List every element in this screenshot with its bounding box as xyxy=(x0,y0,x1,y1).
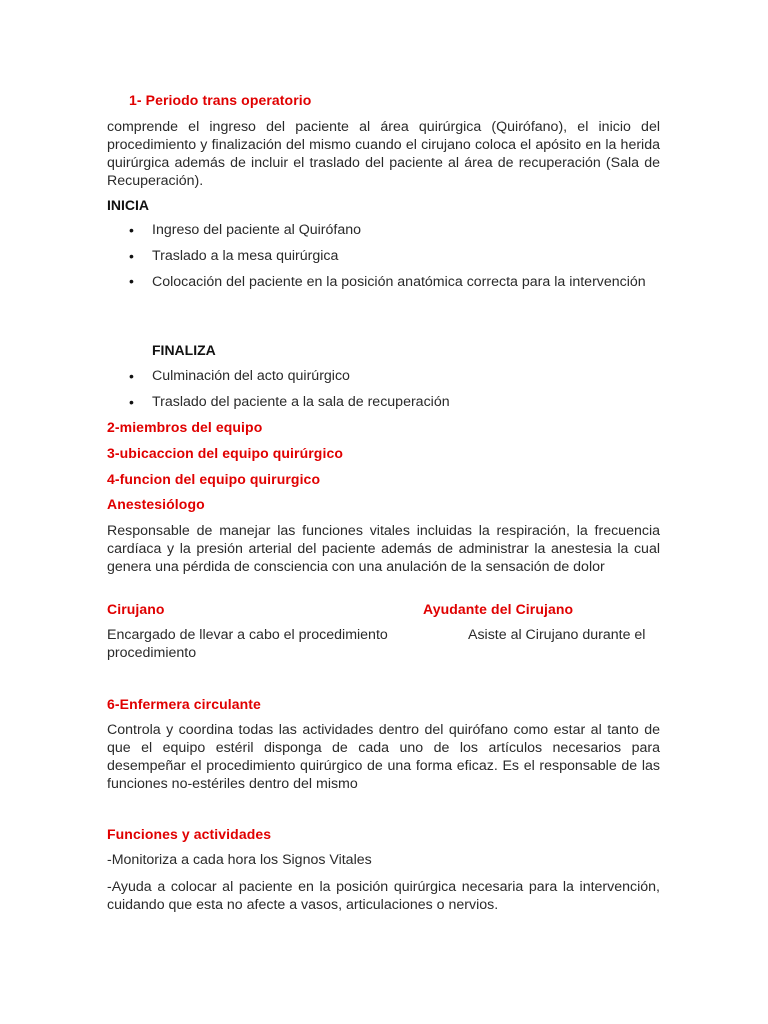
cirujano-text-continued: procedimiento xyxy=(107,645,197,661)
list-item-text: Traslado del paciente a la sala de recuperación xyxy=(152,394,450,410)
enfermera-heading: 6-Enfermera circulante xyxy=(107,696,261,712)
cirujano-heading: Cirujano xyxy=(107,601,165,617)
enfermera-paragraph: Controla y coordina todas las actividades dentro del quirófano como estar al tanto de que el equipo estéril disponga de cada uno de los artículos necesarios para desempeñar el procedimiento quirúrgico de una forma eficaz. Es el responsable de las funciones no-estériles dentro del mismo xyxy=(107,722,660,792)
heading-miembros: 2-miembros del equipo xyxy=(107,419,263,435)
cirujano-text: Encargado de llevar a cabo el procedimiento xyxy=(107,627,388,643)
list-item-text: Ingreso del paciente al Quirófano xyxy=(152,222,362,238)
heading-funcion: 4-funcion del equipo quirurgico xyxy=(107,471,321,487)
anestesiologo-heading: Anestesiólogo xyxy=(107,496,205,512)
funciones-item-2: -Ayuda a colocar al paciente en la posición quirúrgica necesaria para la intervención, cuidando que esta no afecte a vasos, articulaciones o nervios. xyxy=(107,879,660,913)
bullet-icon: • xyxy=(129,222,134,238)
heading-ubicacion: 3-ubicaccion del equipo quirúrgico xyxy=(107,445,343,461)
funciones-item-1: -Monitoriza a cada hora los Signos Vitales xyxy=(107,852,372,868)
list-item-text: Traslado a la mesa quirúrgica xyxy=(152,248,339,264)
section1-paragraph: comprende el ingreso del paciente al área quirúrgica (Quirófano), el inicio del procedimiento y finalización del mismo cuando el cirujano coloca el apósito en la herida quirúrgica además de incluir el traslado del paciente al área de recuperación (Sala de Recuperación). xyxy=(107,119,660,189)
funciones-heading: Funciones y actividades xyxy=(107,826,272,842)
ayudante-heading: Ayudante del Cirujano xyxy=(423,601,574,617)
finaliza-heading: FINALIZA xyxy=(152,342,216,358)
bullet-icon: • xyxy=(129,394,134,410)
ayudante-text: Asiste al Cirujano durante el xyxy=(468,627,646,643)
list-item-text: Culminación del acto quirúrgico xyxy=(152,368,350,384)
bullet-icon: • xyxy=(129,368,134,384)
bullet-icon: • xyxy=(129,273,134,289)
inicia-heading: INICIA xyxy=(107,197,149,213)
list-item-text: Colocación del paciente en la posición anatómica correcta para la intervención xyxy=(152,274,646,290)
anestesiologo-paragraph: Responsable de manejar las funciones vitales incluidas la respiración, la frecuencia cardíaca y la presión arterial del paciente además de administrar la anestesia la cual genera una pérdida de consciencia con una anulación de la sensación de dolor xyxy=(107,523,660,575)
bullet-icon: • xyxy=(129,248,134,264)
section1-title: 1- Periodo trans operatorio xyxy=(129,92,312,108)
